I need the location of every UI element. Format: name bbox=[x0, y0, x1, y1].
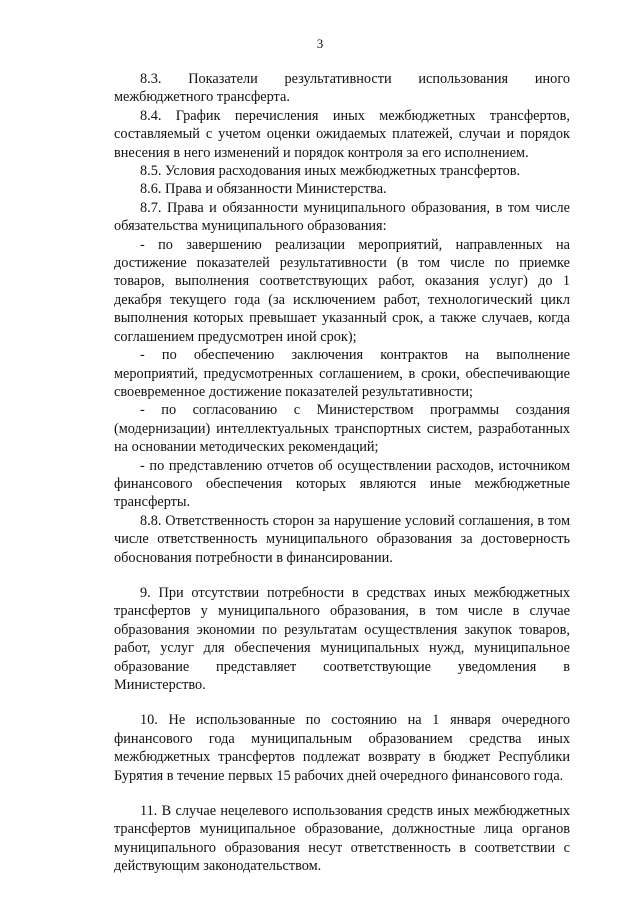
document-body bbox=[114, 70, 570, 876]
paragraph-8-6: 8.6. Права и обязанности Министерства. bbox=[140, 181, 387, 198]
paragraph-8-5: 8.5. Условия расходования иных межбюджетных трансфертов. bbox=[140, 163, 521, 180]
list-item-completion: - по завершению реализации мероприятий, направленных на достижение показателей результативности (в том числе по приемке товаров, выполнения соответствующих работ, оказания услуг) до 1 декабря текущего года (за исключением работ, технологический цикл выполнения которых превышает указанный срок, а также случаев, когда соглашением предусмотрен иной срок); bbox=[114, 236, 570, 345]
page-number: 3 bbox=[316, 36, 324, 51]
list-item-reports: - по представлению отчетов об осуществлении расходов, источником финансового обеспечения которых являются иные межбюджетные трансферты. bbox=[114, 457, 570, 511]
paragraph-8-7: 8.7. Права и обязанности муниципального образования, в том числе обязательства муниципального образования: bbox=[114, 199, 570, 235]
paragraph-10: 10. Не использованные по состоянию на 1 января очередного финансового года муниципальным образованием средства иных межбюджетных трансфертов подлежат возврату в бюджет Республики Бурятия в течение первых 15 рабочих дней очередного финансового года. bbox=[114, 712, 570, 784]
paragraph-8-4: 8.4. График перечисления иных межбюджетных трансфертов, составляемый с учетом оценки ожидаемых платежей, случаи и порядок внесения в него изменений и порядок контроля за его исполнением. bbox=[114, 107, 570, 161]
list-item-contracts: - по обеспечению заключения контрактов на выполнение мероприятий, предусмотренных соглашением, в сроки, обеспечивающие своевременное достижение показателей результативности; bbox=[114, 347, 570, 400]
paragraph-8-8: 8.8. Ответственность сторон за нарушение условий соглашения, в том числе ответственность муниципального образования за достоверность обоснования потребности в финансировании. bbox=[114, 512, 570, 566]
paragraph-9: 9. При отсутствии потребности в средствах иных межбюджетных трансфертов у муниципального образования, в том числе в случае образования экономии по результатам осуществления закупок товаров, работ, услуг для обеспечения муниципальных нужд, муниципальное образование представляет соответствующие уведомления в Министерство. bbox=[114, 584, 570, 693]
paragraph-8-3: 8.3. Показатели результативности использования иного межбюджетного трансферта. bbox=[114, 71, 570, 106]
list-item-coordination: - по согласованию с Министерством программы создания (модернизации) интеллектуальных транспортных систем, разработанных на основании методических рекомендаций; bbox=[114, 402, 570, 456]
paragraph-11: 11. В случае нецелевого использования средств иных межбюджетных трансфертов муниципальное образование, должностные лица органов муниципального образования несут ответственность в соответствии с действующим законодательством. bbox=[114, 803, 570, 875]
